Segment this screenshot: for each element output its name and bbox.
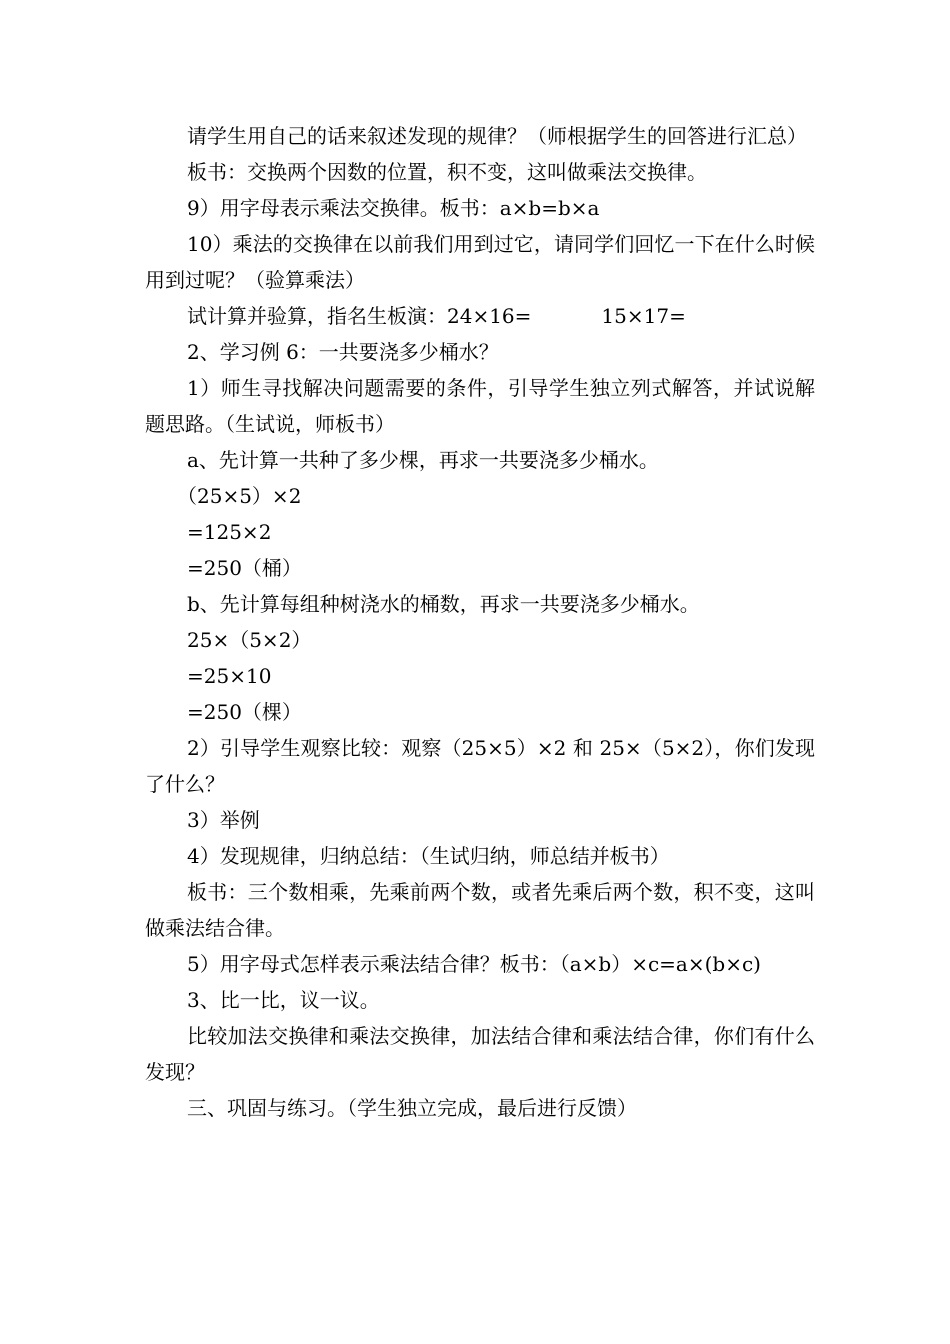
paragraph-3: 9）用字母表示乘法交换律。板书：a×b=b×a — [187, 196, 600, 220]
paragraph-18: 4）发现规律，归纳总结：（生试归纳，师总结并板书） — [187, 844, 670, 868]
paragraph-20: 5）用字母式怎样表示乘法结合律？板书：（a×b）×c=a×(b×c) — [187, 952, 761, 976]
paragraph-19: 板书：三个数相乘，先乘前两个数，或者先乘后两个数，积不变，这叫做乘法结合律。 — [145, 880, 815, 940]
paragraph-1: 请学生用自己的话来叙述发现的规律？（师根据学生的回答进行汇总） — [187, 124, 807, 148]
paragraph-14: =25×10 — [187, 664, 272, 688]
paragraph-2: 板书：交换两个因数的位置，积不变，这叫做乘法交换律。 — [187, 160, 707, 184]
paragraph-12: b、先计算每组种树浇水的桶数，再求一共要浇多少桶水。 — [187, 592, 700, 616]
paragraph-15: =250（棵） — [187, 700, 302, 724]
document-body — [145, 118, 815, 1126]
paragraph-16: 2）引导学生观察比较：观察（25×5）×2 和 25×（5×2），你们发现了什么？ — [145, 736, 815, 796]
paragraph-9: （25×5）×2 — [177, 484, 302, 508]
paragraph-4: 10）乘法的交换律在以前我们用到过它，请同学们回忆一下在什么时候用到过呢？（验算乘法） — [145, 232, 815, 292]
calc-first: 试计算并验算，指名生板演：24×16= — [187, 304, 532, 328]
paragraph-5 — [145, 298, 815, 334]
paragraph-6: 2、学习例 6：一共要浇多少桶水？ — [187, 340, 499, 364]
paragraph-13: 25×（5×2） — [187, 628, 312, 652]
paragraph-17: 3）举例 — [187, 808, 260, 832]
paragraph-7: 1）师生寻找解决问题需要的条件，引导学生独立列式解答，并试说解题思路。（生试说，师板书） — [145, 376, 815, 436]
paragraph-22: 比较加法交换律和乘法交换律，加法结合律和乘法结合律，你们有什么发现？ — [145, 1024, 815, 1084]
paragraph-8: a、先计算一共种了多少棵，再求一共要浇多少桶水。 — [187, 448, 659, 472]
calc-second: 15×17= — [601, 304, 686, 328]
paragraph-10: =125×2 — [187, 520, 272, 544]
paragraph-21: 3、比一比，议一议。 — [187, 988, 380, 1012]
paragraph-23: 三、巩固与练习。（学生独立完成，最后进行反馈） — [187, 1096, 637, 1120]
paragraph-11: =250（桶） — [187, 556, 302, 580]
